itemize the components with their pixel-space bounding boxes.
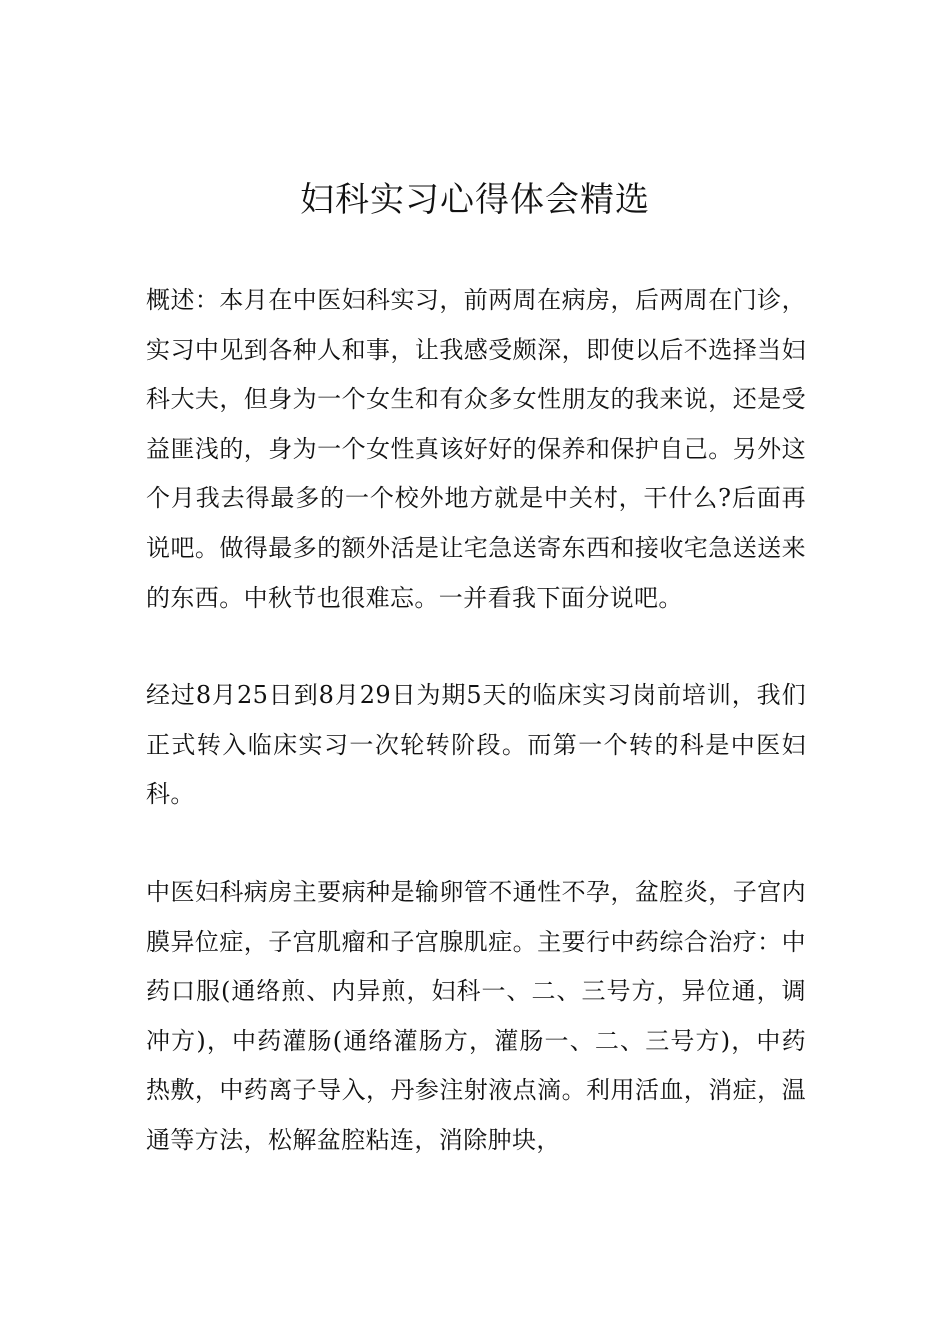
paragraph-ward: 中医妇科病房主要病种是输卵管不通性不孕，盆腔炎，子宫内膜异位症，子宫肌瘤和子宫腺肌症。主要行中药综合治疗：中药口服(通络煎、内异煎，妇科一、二、三号方，异位通，调冲方)，中药灌肠(通络灌肠方，灌肠一、二、三号方)，中药热敷，中药离子导入，丹参注射液点滴。利用活血，消症，温通等方法，松解盆腔粘连，消除肿块， <box>146 877 806 1154</box>
document-body <box>146 276 806 1214</box>
paragraph-training: 经过8月25日到8月29日为期5天的临床实习岗前培训，我们正式转入临床实习一次轮转阶段。而第一个转的科是中医妇科。 <box>146 681 806 809</box>
document-title: 妇科实习心得体会精选 <box>300 180 650 220</box>
paragraph-overview: 概述：本月在中医妇科实习，前两周在病房，后两周在门诊，实习中见到各种人和事，让我感受颇深，即使以后不选择当妇科大夫，但身为一个女生和有众多女性朋友的我来说，还是受益匪浅的，身为一个女性真该好好的保养和保护自己。另外这个月我去得最多的一个校外地方就是中关村，干什么?后面再说吧。做得最多的额外活是让宅急送寄东西和接收宅急送送来的东西。中秋节也很难忘。一并看我下面分说吧。 <box>146 286 806 612</box>
